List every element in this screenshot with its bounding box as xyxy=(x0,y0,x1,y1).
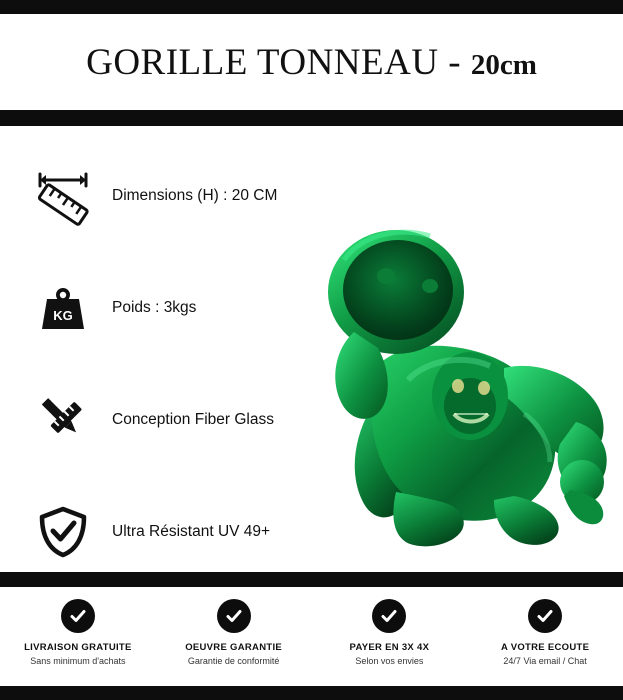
badge-delivery-title: LIVRAISON GRATUITE xyxy=(24,642,132,653)
feature-design xyxy=(0,364,320,476)
feature-dimensions xyxy=(0,140,320,252)
check-icon xyxy=(372,599,406,633)
page-title xyxy=(0,14,623,110)
badge-delivery-subtitle: Sans minimum d'achats xyxy=(30,656,126,666)
footer-divider-bar xyxy=(0,572,623,587)
design-pencil-ruler-icon xyxy=(30,387,96,453)
check-icon xyxy=(217,599,251,633)
top-divider-bar xyxy=(0,0,623,14)
page-title-size: 20cm xyxy=(470,48,537,81)
feature-weight xyxy=(0,252,320,364)
title-divider-bar xyxy=(0,110,623,126)
feature-list xyxy=(0,140,320,588)
footer-badges xyxy=(0,587,623,686)
badge-guarantee-subtitle: Garantie de conformité xyxy=(187,656,280,666)
badge-payment xyxy=(312,587,468,666)
badge-payment-title: PAYER EN 3X 4X xyxy=(349,642,430,653)
badge-support-title: A VOTRE ECOUTE xyxy=(500,642,590,653)
ruler-icon xyxy=(30,163,96,229)
feature-uv-label: Ultra Résistant UV 49+ xyxy=(112,523,271,540)
svg-text:KG: KG xyxy=(53,308,73,323)
shield-check-icon xyxy=(30,499,96,565)
badge-payment-subtitle: Selon vos envies xyxy=(355,656,424,666)
page-title-main: GORILLE TONNEAU - xyxy=(86,41,471,83)
check-icon xyxy=(528,599,562,633)
badge-support-subtitle: 24/7 Via email / Chat xyxy=(503,656,587,666)
badge-support xyxy=(467,587,623,666)
feature-dimensions-label: Dimensions (H) : 20 CM xyxy=(112,187,278,204)
feature-weight-label: Poids : 3kgs xyxy=(112,299,197,316)
badge-guarantee-title: OEUVRE GARANTIE xyxy=(185,642,283,653)
badge-delivery xyxy=(0,587,156,666)
badge-guarantee xyxy=(156,587,312,666)
weight-icon xyxy=(30,275,96,341)
feature-design-label: Conception Fiber Glass xyxy=(112,411,274,428)
bottom-divider-bar xyxy=(0,686,623,700)
check-icon xyxy=(61,599,95,633)
